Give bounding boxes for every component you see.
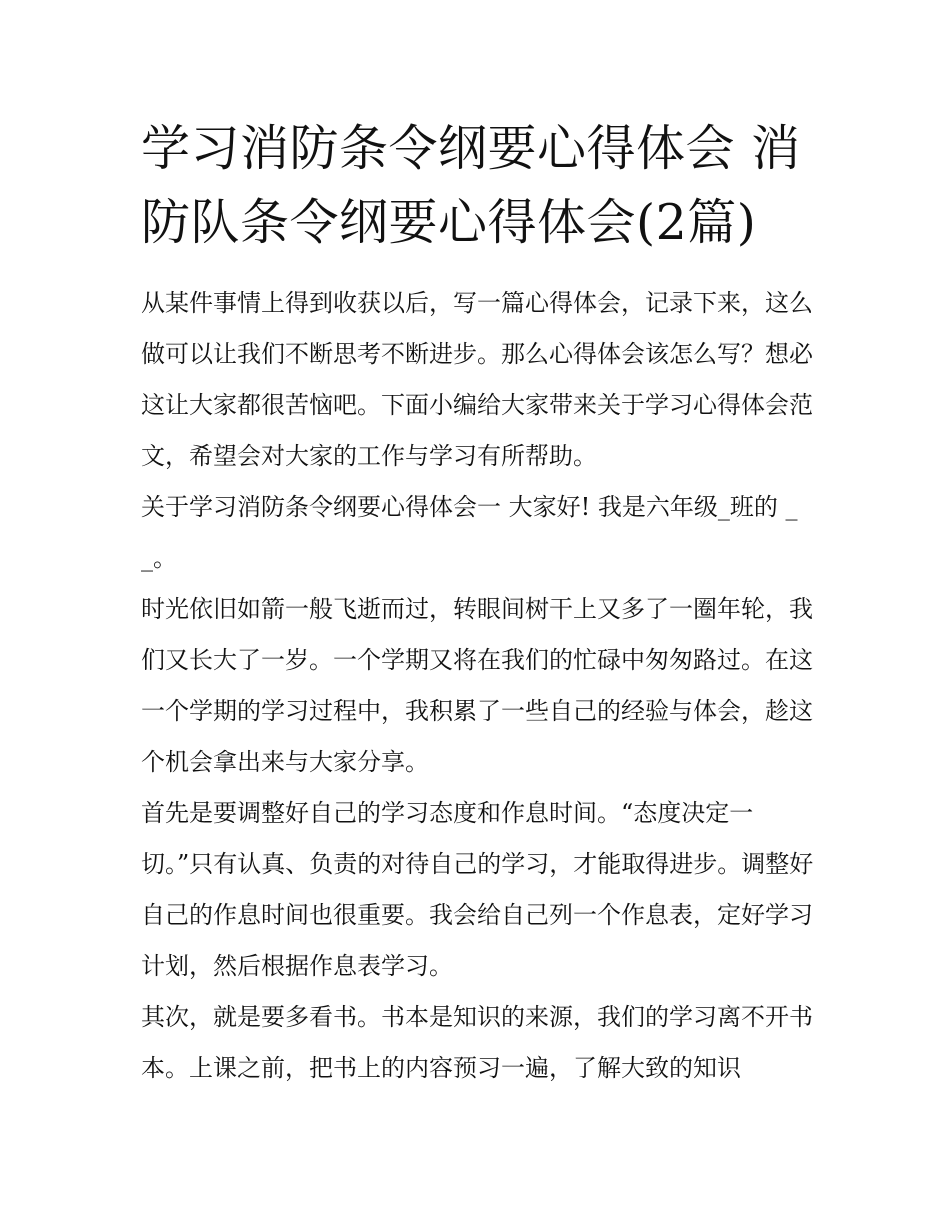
document-content bbox=[141, 112, 817, 1094]
paragraph-attitude: 首先是要调整好自己的学习态度和作息时间。“态度决定一切。”只有认真、负责的对待自己的学习，才能取得进步。调整好自己的作息时间也很重要。我会给自己列一个作息表，定好学习计划，然后根据作息表学习。 bbox=[141, 799, 814, 980]
document-body bbox=[141, 278, 817, 1094]
paragraph-time: 时光依旧如箭一般飞逝而过，转眼间树干上又多了一圈年轮，我们又长大了一岁。一个学期又将在我们的忙碌中匆匆路过。在这一个学期的学习过程中，我积累了一些自己的经验与体会，趁这个机会拿出来与大家分享。 bbox=[141, 595, 813, 776]
paragraph-intro: 从某件事情上得到收获以后，写一篇心得体会，记录下来，这么做可以让我们不断思考不断进步。那么心得体会该怎么写？想必这让大家都很苦恼吧。下面小编给大家带来关于学习心得体会范文，希望会对大家的工作与学习有所帮助。 bbox=[141, 289, 813, 470]
paragraph-reading: 其次，就是要多看书。书本是知识的来源，我们的学习离不开书本。上课之前，把书上的内容预习一遍，了解大致的知识 bbox=[141, 1003, 813, 1082]
paragraph-greeting: 关于学习消防条令纲要心得体会一 大家好! 我是六年级_班的 __。 bbox=[141, 493, 798, 572]
document-title: 学习消防条令纲要心得体会 消防队条令纲要心得体会(2篇) bbox=[141, 120, 801, 251]
